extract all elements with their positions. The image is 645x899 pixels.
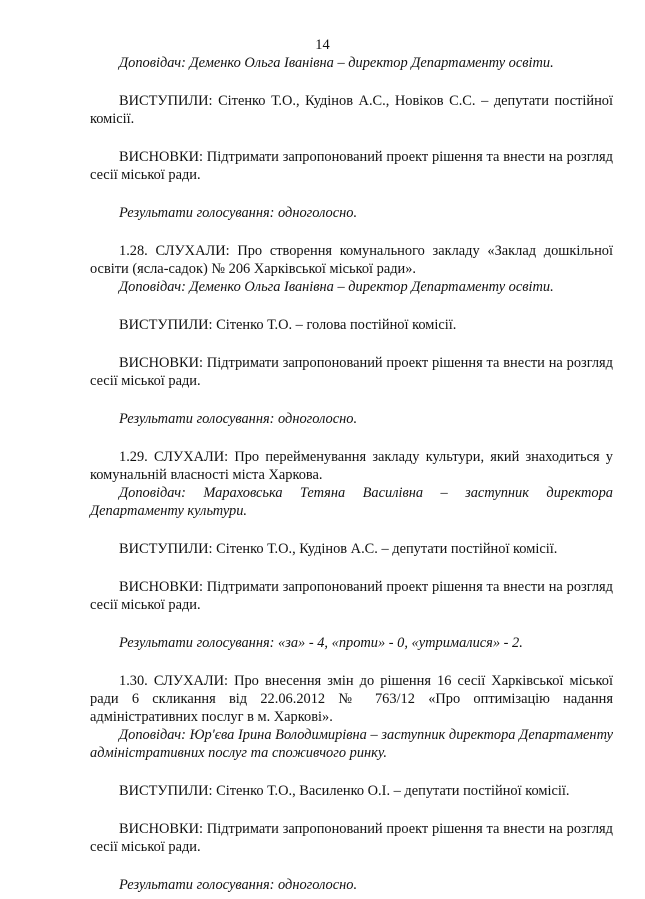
document-body bbox=[90, 54, 613, 894]
speaker-line: Доповідач: Деменко Ольга Іванівна – директор Департаменту освіти. bbox=[119, 279, 554, 295]
speakers-paragraph: ВИСТУПИЛИ: Сітенко Т.О., Василенко О.І. – депутати постійної комісії. bbox=[119, 783, 570, 799]
speakers-paragraph: ВИСТУПИЛИ: Сітенко Т.О., Кудінов А.С., Новіков С.С. – депутати постійної комісії. bbox=[90, 93, 613, 127]
agenda-item-1-30: 1.30. СЛУХАЛИ: Про внесення змін до рішення 16 сесії Харківської міської ради 6 скликання від 22.06.2012 № 763/12 «Про оптимізацію надання адміністративних послуг в м. Харкові». bbox=[90, 673, 613, 725]
speaker-line: Доповідач: Деменко Ольга Іванівна – директор Департаменту освіти. bbox=[119, 55, 554, 71]
conclusions-paragraph: ВИСНОВКИ: Підтримати запропонований проект рішення та внести на розгляд сесії міської ради. bbox=[90, 579, 613, 613]
page-number: 14 bbox=[315, 37, 330, 53]
voting-result: Результати голосування: «за» - 4, «проти» - 0, «утрималися» - 2. bbox=[119, 635, 523, 651]
agenda-item-1-28: 1.28. СЛУХАЛИ: Про створення комунального закладу «Заклад дошкільної освіти (ясла-садок) № 206 Харківської міської ради». bbox=[90, 243, 613, 277]
speaker-line: Доповідач: Мараховська Тетяна Василівна – заступник директора Департаменту культури. bbox=[90, 485, 613, 519]
conclusions-paragraph: ВИСНОВКИ: Підтримати запропонований проект рішення та внести на розгляд сесії міської ради. bbox=[90, 149, 613, 183]
speaker-line: Доповідач: Юр'єва Ірина Володимирівна – заступник директора Департаменту адміністративних послуг та споживчого ринку. bbox=[90, 727, 613, 761]
agenda-item-1-29: 1.29. СЛУХАЛИ: Про перейменування закладу культури, який знаходиться у комунальній власності міста Харкова. bbox=[90, 449, 613, 483]
voting-result: Результати голосування: одноголосно. bbox=[119, 411, 358, 427]
conclusions-paragraph: ВИСНОВКИ: Підтримати запропонований проект рішення та внести на розгляд сесії міської ради. bbox=[90, 355, 613, 389]
conclusions-paragraph: ВИСНОВКИ: Підтримати запропонований проект рішення та внести на розгляд сесії міської ради. bbox=[90, 821, 613, 855]
speakers-paragraph: ВИСТУПИЛИ: Сітенко Т.О., Кудінов А.С. – депутати постійної комісії. bbox=[119, 541, 558, 557]
speakers-paragraph: ВИСТУПИЛИ: Сітенко Т.О. – голова постійної комісії. bbox=[119, 317, 457, 333]
voting-result: Результати голосування: одноголосно. bbox=[119, 877, 358, 893]
voting-result: Результати голосування: одноголосно. bbox=[119, 205, 358, 221]
